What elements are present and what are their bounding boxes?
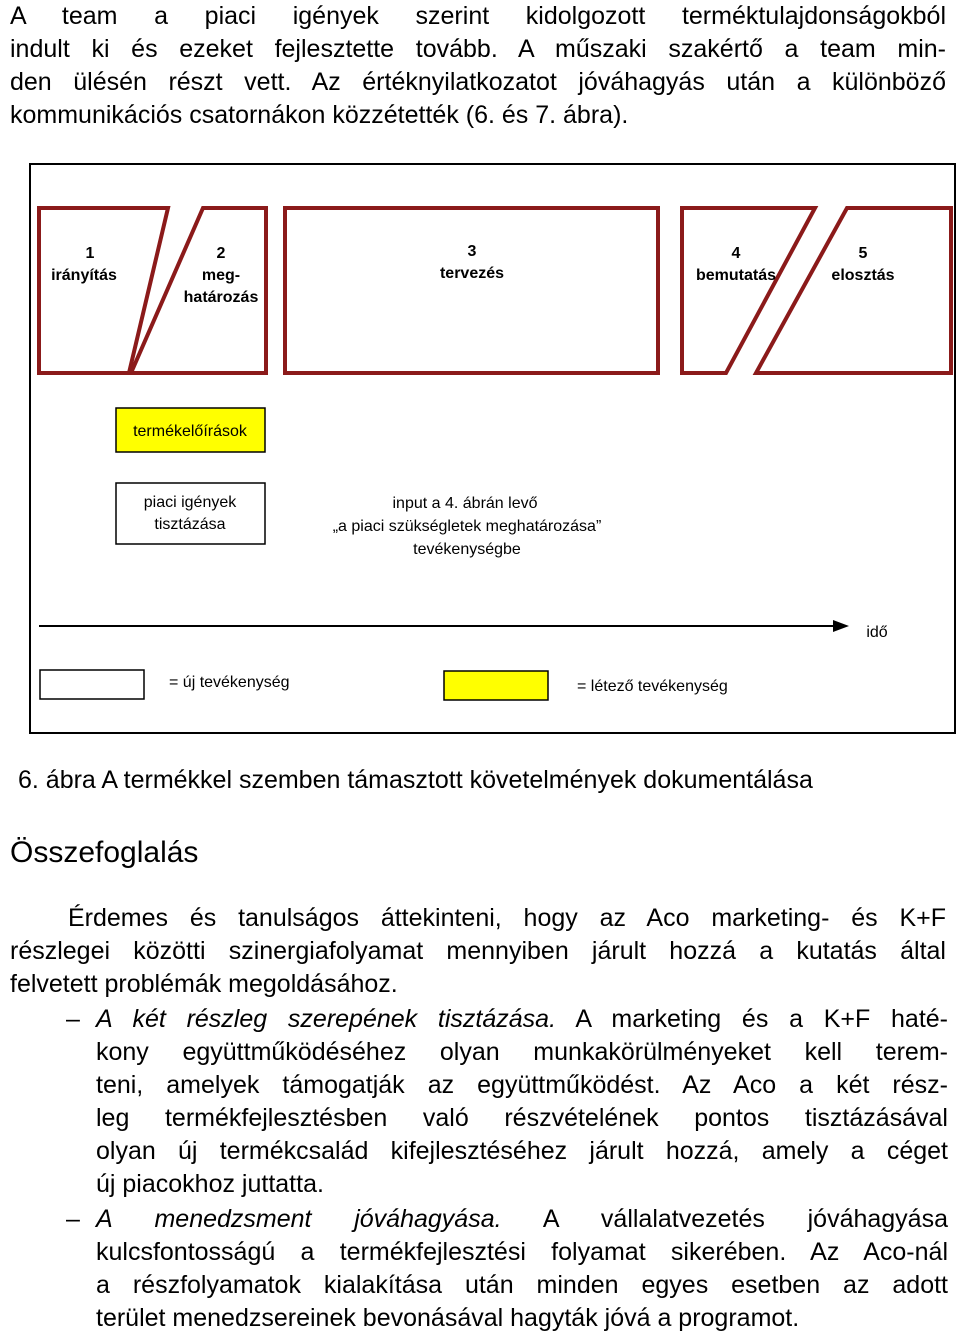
summary-paragraph <box>10 902 946 1001</box>
phase-label-4: bemutatás <box>695 267 777 284</box>
phase-number-5: 5 <box>858 245 868 262</box>
process-diagram <box>31 165 954 732</box>
phase-label-3: tervezés <box>439 265 505 282</box>
phase-shape-5 <box>756 208 951 373</box>
bullet-title: A menedzsment jóváhagyása. <box>96 1205 502 1233</box>
bullet-line: leg termékfejlesztésben való részvételének pontos tisztázásával <box>96 1104 948 1132</box>
intro-line: indult ki és ezeket fejlesztette tovább. A műszaki szakértő a team min- <box>10 35 946 63</box>
intro-paragraph <box>10 0 946 132</box>
bullet-line: a részfolyamatok kialakítása után minden egyes esetben az adott <box>96 1271 948 1299</box>
intro-line: A team a piaci igények szerint kidolgozott terméktulajdonságokból <box>10 2 946 30</box>
bullet-item <box>66 1003 948 1201</box>
phase-number-3: 3 <box>467 243 477 260</box>
figure-6-diagram <box>29 163 956 734</box>
legend-existing-label: = létező tevékenység <box>577 678 728 695</box>
time-arrow-head <box>833 620 849 632</box>
intro-line: kommunikációs csatornákon közzétették (6. és 7. ábra). <box>10 101 629 129</box>
bullet-title: A két részleg szerepének tisztázása. <box>96 1005 557 1033</box>
termekeloirasok-label: termékelőírások <box>133 423 247 440</box>
bullet-line: terület menedzsereinek bevonásával hagyták jóvá a programot. <box>96 1304 800 1332</box>
phase-shape-3 <box>285 208 658 373</box>
legend-existing-swatch <box>444 671 548 700</box>
phase-shape-1 <box>39 208 168 373</box>
bullet-first-rest: A marketing és a K+F haté- <box>556 1005 948 1033</box>
bullet-first-rest: A vállalatvezetés jóváhagyása <box>501 1205 948 1233</box>
summary-line: Érdemes és tanulságos áttekinteni, hogy az Aco marketing- és K+F <box>68 904 946 932</box>
bullet-item <box>66 1203 948 1335</box>
input-text-line3: tevékenységbe <box>413 541 521 558</box>
figure-caption: 6. ábra A termékkel szemben támasztott követelmények dokumentálása <box>18 766 813 794</box>
phase-label-1: irányítás <box>51 267 117 284</box>
phase-label-2: meg- <box>201 267 241 284</box>
legend-new-label: = új tevékenység <box>169 674 290 691</box>
bullet-dash: – <box>66 1005 80 1033</box>
phase-shape-4 <box>682 208 815 373</box>
summary-line: felvetett problémák megoldásához. <box>10 970 398 998</box>
section-heading: Összefoglalás <box>10 836 199 869</box>
bullet-line: olyan új termékcsalád kifejlesztéséhez járult hozzá, amely a céget <box>96 1137 948 1165</box>
time-label: idő <box>866 624 888 641</box>
bullet-first-line <box>96 1003 948 1036</box>
summary-line: részlegei közötti szinergiafolyamat mennyiben járult hozzá a kutatás által <box>10 937 946 965</box>
piaci-igenyek-box <box>116 483 265 544</box>
legend-new-swatch <box>40 670 144 699</box>
input-text-line2: „a piaci szükségletek meghatározása” <box>332 518 602 535</box>
phase-number-4: 4 <box>731 245 741 262</box>
bullet-first-line <box>96 1203 948 1236</box>
bullet-line: kony együttműködéséhez olyan munkakörülményeket kell terem- <box>96 1038 948 1066</box>
bullet-line: kulcsfontosságú a termékfejlesztési folyamat sikerében. Az Aco-nál <box>96 1238 948 1266</box>
bullet-line: teni, amelyek támogatják az együttműködést. Az Aco a két rész- <box>96 1071 948 1099</box>
bullet-line: új piacokhoz juttatta. <box>96 1170 324 1198</box>
phase-number-2: 2 <box>216 245 226 262</box>
phase-label-2b: határozás <box>183 289 259 306</box>
piaci-igenyek-line1: piaci igények <box>143 494 237 511</box>
phase-number-1: 1 <box>85 245 95 262</box>
intro-line: den ülésén részt vett. Az értéknyilatkozatot jóváhagyás után a különböző <box>10 68 946 96</box>
input-text-line1: input a 4. ábrán levő <box>392 495 538 512</box>
bullet-dash: – <box>66 1205 80 1233</box>
phase-label-5: elosztás <box>831 267 895 284</box>
piaci-igenyek-line2: tisztázása <box>154 516 226 533</box>
